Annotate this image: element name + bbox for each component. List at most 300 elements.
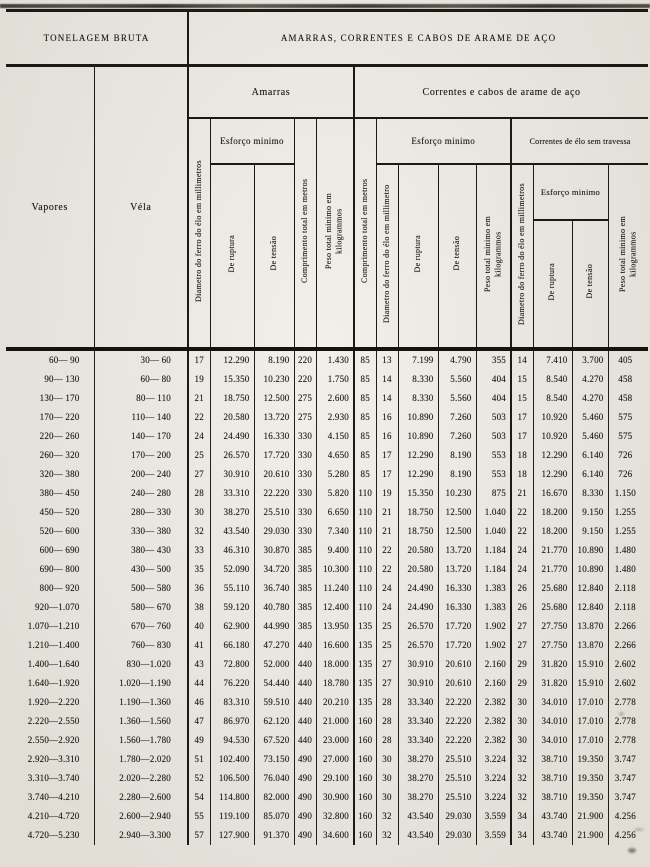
cell: 2.280—2.600 — [94, 788, 188, 807]
cell: 28 — [376, 712, 398, 731]
cell: 44.990 — [254, 617, 294, 636]
cell: 2.382 — [476, 731, 511, 750]
cell: 10.890 — [572, 541, 608, 560]
cell: 32 — [188, 522, 210, 541]
cell: 1.040 — [476, 522, 511, 541]
cell: 1.383 — [476, 579, 511, 598]
cell: 36 — [188, 579, 210, 598]
cell: 34.010 — [533, 693, 572, 712]
cell: 20.580 — [210, 408, 254, 427]
cell: 726 — [608, 465, 648, 484]
cell: 7.260 — [438, 408, 476, 427]
table-row — [6, 522, 648, 541]
cell: 60— 80 — [94, 370, 188, 389]
header-peso-correntes-label: Peso total minimo em kilogrammos — [482, 215, 503, 292]
header-diametro-elo-correntes-label: Diametro do ferro do élo em millimetro — [381, 184, 391, 323]
header-amarras: Amarras — [188, 66, 354, 119]
cell: 29.100 — [316, 769, 354, 788]
cell: 404 — [476, 389, 511, 408]
header-peso-correntes — [476, 164, 511, 349]
cell: 160 — [354, 788, 376, 807]
cell: 2.602 — [608, 655, 648, 674]
cell: 110 — [354, 541, 376, 560]
header-de-ruptura-travessa-label: De ruptura — [547, 262, 557, 301]
cell: 18.200 — [533, 522, 572, 541]
cell: 440 — [294, 712, 316, 731]
cell: 12.290 — [533, 465, 572, 484]
cell: 440 — [294, 693, 316, 712]
cell: 9.400 — [316, 541, 354, 560]
cell: 13.720 — [254, 408, 294, 427]
cell: 875 — [476, 484, 511, 503]
cell: 31.820 — [533, 655, 572, 674]
table-row — [6, 484, 648, 503]
cell: 17.010 — [572, 693, 608, 712]
cell: 3.747 — [608, 788, 648, 807]
table-row — [6, 769, 648, 788]
cell: 24.490 — [210, 427, 254, 446]
header-vela: Véla — [94, 66, 188, 350]
cell: 405 — [608, 349, 648, 370]
cell: 54.440 — [254, 674, 294, 693]
cell: 385 — [294, 598, 316, 617]
cell: 500— 580 — [94, 579, 188, 598]
cell: 3.310—3.740 — [27, 773, 80, 783]
cell: 275 — [294, 389, 316, 408]
table-row — [6, 750, 648, 769]
cell: 34 — [511, 826, 533, 845]
cell: 2.220—2.550 — [27, 716, 80, 726]
cell: 51 — [188, 750, 210, 769]
cell: 27.750 — [533, 636, 572, 655]
cell: 15.910 — [572, 674, 608, 693]
cell: 30.910 — [398, 674, 438, 693]
cell: 600— 690 — [39, 545, 80, 555]
cell: 30.870 — [254, 541, 294, 560]
cell: 22 — [511, 503, 533, 522]
cell: 10.230 — [438, 484, 476, 503]
cell: 67.520 — [254, 731, 294, 750]
header-diametro-elo-travessa-label: Diametro do ferro do élo em millimetros — [517, 182, 527, 325]
cell: 385 — [294, 617, 316, 636]
cell: 1.184 — [476, 541, 511, 560]
table-row — [6, 389, 648, 408]
cell: 13 — [376, 349, 398, 370]
cell: 553 — [476, 446, 511, 465]
cell: 5.280 — [316, 465, 354, 484]
cell: 160 — [354, 826, 376, 845]
cell: 17.010 — [572, 712, 608, 731]
page-top-rule — [0, 4, 650, 8]
cell: 1.360—1.560 — [94, 712, 188, 731]
cell: 16.330 — [438, 579, 476, 598]
cell: 1.780—2.020 — [94, 750, 188, 769]
cell: 33.340 — [398, 731, 438, 750]
cell: 26.570 — [210, 446, 254, 465]
cell: 21.900 — [572, 826, 608, 845]
cell: 34.600 — [316, 826, 354, 845]
cell: 26.570 — [398, 617, 438, 636]
cell: 32.800 — [316, 807, 354, 826]
cell: 85 — [354, 370, 376, 389]
cell: 12.290 — [398, 465, 438, 484]
cell: 17.720 — [438, 617, 476, 636]
cell: 440 — [294, 636, 316, 655]
cell: 25.680 — [533, 598, 572, 617]
table-body — [6, 349, 648, 845]
cell: 19 — [376, 484, 398, 503]
cell: 13.870 — [572, 617, 608, 636]
cell: 170— 200 — [94, 446, 188, 465]
cell: 23.000 — [316, 731, 354, 750]
cell: 7.410 — [533, 349, 572, 370]
cell: 14 — [376, 389, 398, 408]
cell: 2.778 — [608, 731, 648, 750]
cell: 1.902 — [476, 636, 511, 655]
cell: 160 — [354, 712, 376, 731]
cell: 13.720 — [438, 541, 476, 560]
cell: 19.350 — [572, 788, 608, 807]
cell: 8.330 — [398, 370, 438, 389]
cell: 1.150 — [608, 484, 648, 503]
cell: 90— 130 — [44, 374, 80, 384]
cell: 6.650 — [316, 503, 354, 522]
cell: 38.270 — [210, 503, 254, 522]
cell: 62.900 — [210, 617, 254, 636]
cell: 27 — [376, 655, 398, 674]
cell: 47 — [188, 712, 210, 731]
header-correntes-cabos: Correntes e cabos de arame de aço — [354, 66, 648, 119]
cell: 30 — [376, 788, 398, 807]
cell: 1.190—1.360 — [94, 693, 188, 712]
cell: 2.550—2.920 — [27, 735, 80, 745]
cell: 1.040 — [476, 503, 511, 522]
cell: 130— 170 — [39, 393, 80, 403]
cell: 2.930 — [316, 408, 354, 427]
ink-smudge — [634, 828, 644, 831]
table-row — [6, 427, 648, 446]
cell: 320— 380 — [39, 469, 80, 479]
cell: 18.200 — [533, 503, 572, 522]
cell: 30 — [376, 750, 398, 769]
cell: 57 — [188, 826, 210, 845]
cell: 160 — [354, 769, 376, 788]
cell: 220 — [294, 370, 316, 389]
cell: 29.030 — [254, 522, 294, 541]
cell: 690— 800 — [39, 564, 80, 574]
cell: 55.110 — [210, 579, 254, 598]
cell: 1.210—1.400 — [27, 640, 80, 650]
cell: 30 — [511, 731, 533, 750]
table-row — [6, 503, 648, 522]
header-de-tensao-correntes — [438, 164, 476, 349]
cell: 17 — [188, 349, 210, 370]
cell: 13.950 — [316, 617, 354, 636]
cell: 38 — [188, 598, 210, 617]
cell: 17.720 — [438, 636, 476, 655]
cell: 85 — [354, 446, 376, 465]
cell: 24 — [511, 560, 533, 579]
cell: 10.920 — [533, 408, 572, 427]
header-peso-amarras-label: Peso total minimo em kilogrammos — [324, 192, 344, 269]
cell: 3.747 — [608, 769, 648, 788]
table-row — [6, 349, 648, 370]
cell: 27.750 — [533, 617, 572, 636]
cell: 22 — [376, 541, 398, 560]
cell: 330 — [294, 503, 316, 522]
cell: 18.750 — [398, 503, 438, 522]
cell: 32 — [511, 769, 533, 788]
cell: 32 — [376, 807, 398, 826]
header-peso-amarras — [316, 118, 354, 349]
cell: 29.030 — [438, 807, 476, 826]
cell: 85 — [354, 408, 376, 427]
cell: 20.610 — [438, 655, 476, 674]
cell: 8.330 — [572, 484, 608, 503]
table-row — [6, 408, 648, 427]
table-row — [6, 598, 648, 617]
cell: 3.559 — [476, 807, 511, 826]
cell: 760— 830 — [94, 636, 188, 655]
cell: 8.330 — [398, 389, 438, 408]
cell: 110 — [354, 598, 376, 617]
cell: 1.020—1.190 — [94, 674, 188, 693]
cell: 450— 520 — [39, 507, 80, 517]
cell: 27 — [188, 465, 210, 484]
cell: 7.260 — [438, 427, 476, 446]
cell: 490 — [294, 769, 316, 788]
cell: 330 — [294, 484, 316, 503]
ink-smudge — [619, 712, 624, 716]
cell: 40 — [188, 617, 210, 636]
cell: 24.490 — [398, 598, 438, 617]
cell: 43.540 — [398, 826, 438, 845]
cell: 490 — [294, 826, 316, 845]
cell: 47.270 — [254, 636, 294, 655]
cell: 29 — [511, 655, 533, 674]
cell: 12.290 — [210, 349, 254, 370]
cell: 25.510 — [438, 769, 476, 788]
cell: 24 — [188, 427, 210, 446]
cell: 1.560—1.780 — [94, 731, 188, 750]
cell: 80— 110 — [94, 389, 188, 408]
cell: 9.150 — [572, 522, 608, 541]
cell: 21.000 — [316, 712, 354, 731]
cell: 2.118 — [608, 598, 648, 617]
cell: 2.160 — [476, 674, 511, 693]
header-de-ruptura-amarras-label: De ruptura — [226, 234, 236, 273]
cell: 29 — [511, 674, 533, 693]
cell: 3.224 — [476, 750, 511, 769]
cell: 3.700 — [572, 349, 608, 370]
header-de-tensao-travessa — [572, 220, 608, 349]
cell: 2.940—3.300 — [94, 826, 188, 845]
cell: 1.255 — [608, 522, 648, 541]
cell: 430— 500 — [94, 560, 188, 579]
cell: 38.710 — [533, 788, 572, 807]
cell: 135 — [354, 674, 376, 693]
cell: 16.670 — [533, 484, 572, 503]
cell: 3.224 — [476, 788, 511, 807]
cell: 16.600 — [316, 636, 354, 655]
cell: 1.070—1.210 — [27, 621, 80, 631]
cell: 85.070 — [254, 807, 294, 826]
cell: 18 — [511, 465, 533, 484]
cell: 14 — [376, 370, 398, 389]
cell: 43.740 — [533, 807, 572, 826]
cell: 21.770 — [533, 541, 572, 560]
cell: 440 — [294, 655, 316, 674]
cell: 220— 260 — [39, 431, 80, 441]
cell: 28 — [188, 484, 210, 503]
cell: 20.580 — [398, 541, 438, 560]
cell: 13.870 — [572, 636, 608, 655]
cell: 52.090 — [210, 560, 254, 579]
cell: 26 — [511, 598, 533, 617]
cell: 43.540 — [398, 807, 438, 826]
cell: 8.190 — [254, 349, 294, 370]
cell: 94.530 — [210, 731, 254, 750]
cell: 20.210 — [316, 693, 354, 712]
cell: 503 — [476, 427, 511, 446]
table-row — [6, 712, 648, 731]
cell: 4.650 — [316, 446, 354, 465]
cell: 2.382 — [476, 693, 511, 712]
cell: 119.100 — [210, 807, 254, 826]
cell: 110 — [354, 522, 376, 541]
cell: 62.120 — [254, 712, 294, 731]
table-row — [6, 636, 648, 655]
cell: 385 — [294, 560, 316, 579]
cell: 21 — [511, 484, 533, 503]
header-comprimento-amarras — [294, 118, 316, 349]
table-row — [6, 579, 648, 598]
table-row — [6, 655, 648, 674]
cell: 800— 920 — [39, 583, 80, 593]
cell: 12.500 — [438, 503, 476, 522]
cell: 91.370 — [254, 826, 294, 845]
cell: 38.710 — [533, 750, 572, 769]
cell: 160 — [354, 750, 376, 769]
cell: 17.720 — [254, 446, 294, 465]
cell: 170— 220 — [39, 412, 80, 422]
cell: 127.900 — [210, 826, 254, 845]
cell: 15 — [511, 370, 533, 389]
cell: 25.510 — [254, 503, 294, 522]
cell: 24 — [511, 541, 533, 560]
cell: 26.570 — [398, 636, 438, 655]
cell: 4.150 — [316, 427, 354, 446]
cell: 33.340 — [398, 712, 438, 731]
table-row — [6, 826, 648, 845]
cell: 2.020—2.280 — [94, 769, 188, 788]
cell: 27.000 — [316, 750, 354, 769]
header-de-tensao-correntes-label: De tensão — [451, 236, 461, 271]
cell: 32 — [376, 826, 398, 845]
table-row — [6, 541, 648, 560]
table-row — [6, 674, 648, 693]
header-tonelagem-bruta: TONELAGEM BRUTA — [6, 11, 188, 66]
cell: 19 — [188, 370, 210, 389]
cell: 35 — [188, 560, 210, 579]
cell: 9.150 — [572, 503, 608, 522]
cell: 43.740 — [533, 826, 572, 845]
cell: 5.820 — [316, 484, 354, 503]
cell: 114.800 — [210, 788, 254, 807]
header-esforco-minimo-correntes: Esforço minimo — [376, 118, 511, 164]
cell: 135 — [354, 693, 376, 712]
cell: 1.640—1.920 — [27, 678, 80, 688]
cell: 43 — [188, 655, 210, 674]
cell: 4.210—4.720 — [27, 811, 80, 821]
cell: 17 — [376, 446, 398, 465]
cell: 2.382 — [476, 712, 511, 731]
cell: 18.750 — [210, 389, 254, 408]
cell: 44 — [188, 674, 210, 693]
cell: 20.610 — [438, 674, 476, 693]
cell: 110— 140 — [94, 408, 188, 427]
cell: 15.350 — [398, 484, 438, 503]
cell: 34 — [511, 807, 533, 826]
cell: 52.000 — [254, 655, 294, 674]
header-de-tensao-travessa-label: De tensão — [584, 264, 594, 299]
cell: 330 — [294, 522, 316, 541]
cell: 3.559 — [476, 826, 511, 845]
cell: 275 — [294, 408, 316, 427]
cell: 60— 90 — [49, 355, 80, 365]
cell: 19.350 — [572, 769, 608, 788]
cell: 17 — [376, 465, 398, 484]
cell: 24.490 — [398, 579, 438, 598]
header-esforco-minimo-travessa: Esforço minimo — [533, 164, 608, 220]
cell: 330 — [294, 427, 316, 446]
table-row — [6, 731, 648, 750]
table-row — [6, 560, 648, 579]
table-row — [6, 788, 648, 807]
cell: 2.600 — [316, 389, 354, 408]
cell: 10.890 — [572, 560, 608, 579]
table-row — [6, 370, 648, 389]
cell: 3.747 — [608, 750, 648, 769]
cell: 12.290 — [533, 446, 572, 465]
header-de-tensao-amarras-label: De tensão — [268, 236, 278, 271]
cell: 20.580 — [398, 560, 438, 579]
cell: 30 — [188, 503, 210, 522]
cell: 220 — [294, 349, 316, 370]
table-row — [6, 807, 648, 826]
cell: 21.770 — [533, 560, 572, 579]
specifications-table — [6, 9, 648, 845]
cell: 10.890 — [398, 408, 438, 427]
cell: 18.780 — [316, 674, 354, 693]
cell: 490 — [294, 807, 316, 826]
cell: 110 — [354, 560, 376, 579]
cell: 52 — [188, 769, 210, 788]
cell: 11.240 — [316, 579, 354, 598]
cell: 46 — [188, 693, 210, 712]
cell: 83.310 — [210, 693, 254, 712]
cell: 33.310 — [210, 484, 254, 503]
cell: 18.000 — [316, 655, 354, 674]
cell: 32 — [511, 788, 533, 807]
cell: 1.750 — [316, 370, 354, 389]
header-peso-travessa-label: Peso total minimo em kilogrammos — [617, 215, 638, 292]
cell: 25 — [188, 446, 210, 465]
cell: 106.500 — [210, 769, 254, 788]
cell: 36.740 — [254, 579, 294, 598]
cell: 2.920—3.310 — [27, 754, 80, 764]
cell: 21.900 — [572, 807, 608, 826]
